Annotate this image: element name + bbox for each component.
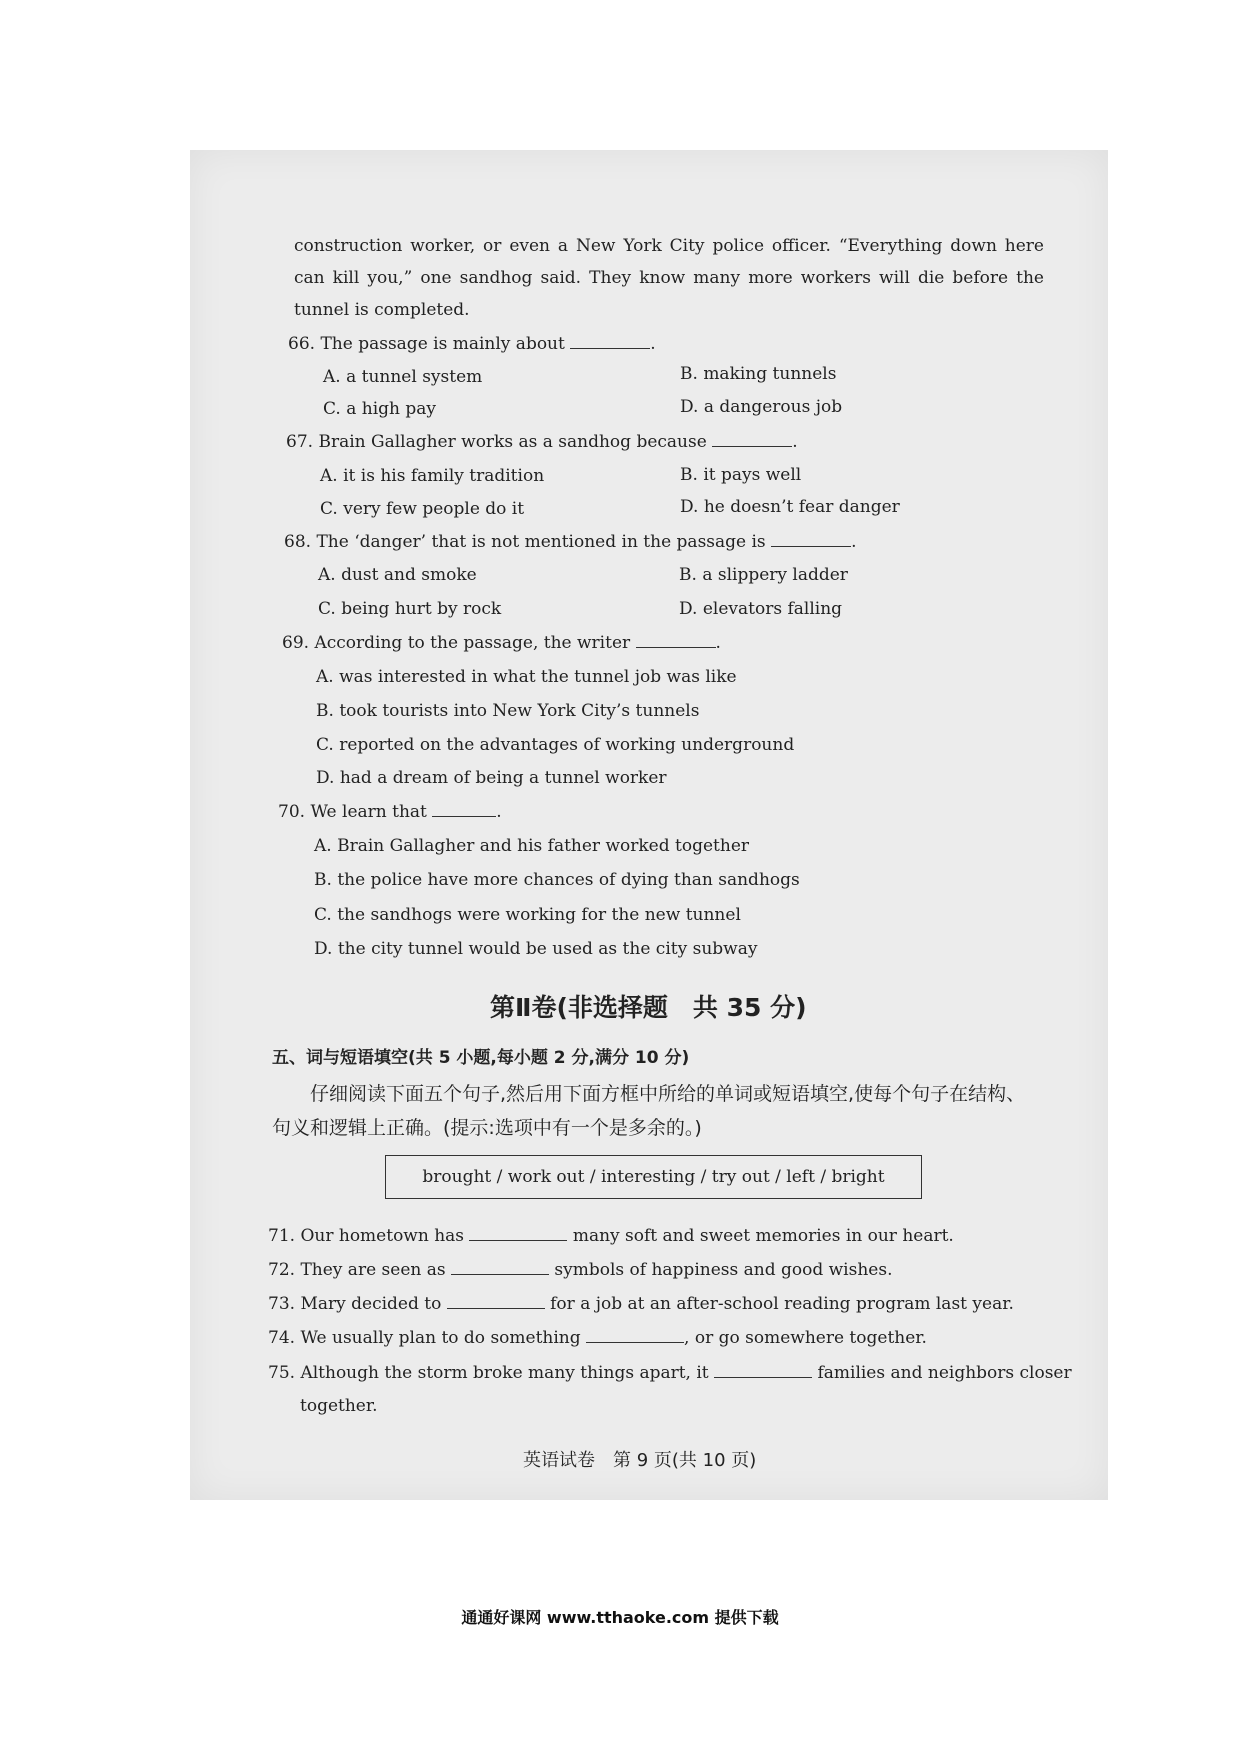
option-text: elevators falling [702,599,843,619]
item-number: 73. [268,1294,296,1314]
part-two-title: 第Ⅱ卷(非选择题 共 35 分) [490,993,807,1022]
answer-blank [570,333,650,349]
stem-end: . [715,633,721,653]
question-68 [284,531,856,553]
item-number: 72. [268,1260,296,1280]
option-66-d: D. a dangerous job [680,397,843,417]
fill-item-71 [268,1225,954,1247]
option-69-c: C. reported on the advantages of working underground [316,735,795,755]
option-text: it is his family tradition [343,466,545,486]
option-text: very few people do it [343,499,525,519]
question-stem: We learn that [310,802,427,822]
option-68-c: C. being hurt by rock [318,599,502,619]
question-stem: According to the passage, the writer [314,633,631,653]
item-text-before: We usually plan to do something [300,1328,581,1348]
question-69 [282,632,721,654]
fill-item-75 [268,1362,1072,1384]
item-text-before: They are seen as [300,1260,446,1280]
option-67-b: B. it pays well [680,465,802,485]
answer-blank [712,431,792,447]
option-66-b: B. making tunnels [680,364,837,384]
option-69-d: D. had a dream of being a tunnel worker [316,768,667,788]
fill-item-75-continuation [300,1395,378,1417]
option-text: a slippery ladder [702,565,848,585]
answer-blank [447,1293,545,1309]
page-number-footer: 英语试卷 第 9 页(共 10 页) [523,1450,757,1471]
fill-item-72 [268,1259,892,1281]
option-text: the city tunnel would be used as the city subway [337,939,758,959]
answer-blank [771,531,851,547]
option-text: the sandhogs were working for the new tunnel [337,905,741,925]
option-text: a tunnel system [346,367,483,387]
answer-blank [469,1225,567,1241]
item-text-after: families and neighbors closer [817,1363,1072,1383]
option-70-a: A. Brain Gallagher and his father worked together [314,836,750,856]
stem-end: . [496,802,502,822]
item-number: 74. [268,1328,296,1348]
question-number: 67. [286,432,314,452]
option-text: he doesn’t fear danger [703,497,900,517]
option-69-a: A. was interested in what the tunnel job was like [316,667,737,687]
option-70-c: C. the sandhogs were working for the new tunnel [314,905,741,925]
option-68-b: B. a slippery ladder [679,565,848,585]
option-66-a: A. a tunnel system [323,367,483,387]
option-text: the police have more chances of dying than sandhogs [337,870,800,890]
option-text: took tourists into New York City’s tunnels [339,701,700,721]
option-text: Brain Gallagher and his father worked together [337,836,750,856]
option-68-a: A. dust and smoke [318,565,477,585]
question-stem: The ‘danger’ that is not mentioned in the passage is [316,532,766,552]
option-68-d: D. elevators falling [679,599,843,619]
word-bank-box [385,1155,922,1199]
stem-end: . [851,532,857,552]
question-number: 69. [282,633,310,653]
answer-blank [636,632,716,648]
option-text: being hurt by rock [341,599,502,619]
question-number: 70. [278,802,306,822]
option-text: dust and smoke [341,565,477,585]
answer-blank [432,801,496,817]
option-text: a high pay [346,399,436,419]
question-stem: Brain Gallagher works as a sandhog because [318,432,707,452]
section-instruction: 仔细阅读下面五个句子,然后用下面方框中所给的单词或短语填空,使每个句子在结构、句义和逻辑上正确。(提示:选项中有一个是多余的。) [272,1083,1026,1139]
section-five-heading: 五、词与短语填空(共 5 小题,每小题 2 分,满分 10 分) [272,1048,690,1068]
option-67-a: A. it is his family tradition [320,466,545,486]
word-bank-text: brought / work out / interesting / try out / left / bright [422,1167,885,1187]
item-text-before: Although the storm broke many things apart, it [300,1363,709,1383]
item-text-after: , or go somewhere together. [684,1328,927,1348]
question-66 [288,333,656,355]
download-watermark: 通通好课网 www.tthaoke.com 提供下载 [461,1608,779,1627]
item-text-before: Our hometown has [300,1226,465,1246]
item-text-continuation: together. [300,1396,378,1416]
item-text-after: many soft and sweet memories in our heart. [572,1226,954,1246]
option-70-d: D. the city tunnel would be used as the city subway [314,939,758,959]
option-69-b: B. took tourists into New York City’s tunnels [316,701,700,721]
question-number: 66. [288,334,316,354]
item-number: 75. [268,1363,296,1383]
question-stem: The passage is mainly about [320,334,565,354]
option-text: making tunnels [703,364,837,384]
stem-end: . [792,432,798,452]
option-text: a dangerous job [703,397,843,417]
option-70-b: B. the police have more chances of dying than sandhogs [314,870,800,890]
stem-end: . [650,334,656,354]
item-text-before: Mary decided to [300,1294,442,1314]
option-text: had a dream of being a tunnel worker [339,768,667,788]
item-number: 71. [268,1226,296,1246]
question-67 [286,431,798,453]
answer-blank [714,1362,812,1378]
fill-item-74 [268,1327,927,1349]
scanned-exam-page [190,150,1108,1500]
option-text: was interested in what the tunnel job was like [339,667,737,687]
item-text-after: for a job at an after-school reading program last year. [550,1294,1014,1314]
question-number: 68. [284,532,312,552]
option-text: it pays well [703,465,802,485]
option-67-c: C. very few people do it [320,499,525,519]
answer-blank [586,1327,684,1343]
option-text: reported on the advantages of working underground [339,735,795,755]
option-67-d: D. he doesn’t fear danger [680,497,900,517]
option-66-c: C. a high pay [323,399,436,419]
answer-blank [451,1259,549,1275]
item-text-after: symbols of happiness and good wishes. [554,1260,893,1280]
fill-item-73 [268,1293,1014,1315]
question-70 [278,801,502,823]
passage-continuation: construction worker, or even a New York City police officer. “Everything down here can kill you,” one sandhog said. They know many more workers will die before the tunnel is completed. [294,236,1044,320]
